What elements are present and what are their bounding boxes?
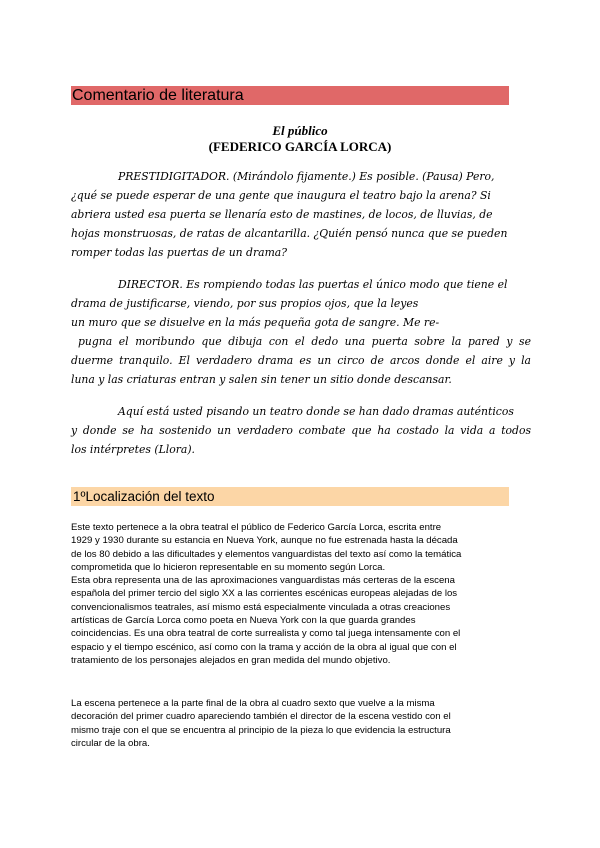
body-line: La escena pertenece a la parte final de la obra al cuadro sexto que vuelve a la misma [71, 698, 435, 709]
body-line: circular de la obra. [71, 737, 150, 749]
body-line: tratamiento de los personajes alejados en gran medida del mundo objetivo. [71, 654, 391, 666]
body-line: Esta obra representa una de las aproximaciones vanguardistas más certeras de la escena [71, 575, 455, 587]
body-paragraph-2 [71, 697, 531, 750]
body-paragraph-1 [71, 521, 531, 667]
quote-paragraph-2 [71, 275, 531, 389]
quote-line: hojas monstruosas, de ratas de alcantarilla. ¿Quién pensó nunca que se pueden [71, 227, 508, 240]
work-author: (FEDERICO GARCÍA LORCA) [208, 139, 392, 154]
quote-line: ¿qué se puede esperar de una gente que inaugura el teatro bajo la arena? Si [71, 189, 491, 202]
body-line: mismo traje con el que se encuentra al principio de la pieza lo que evidencia la estructura [71, 724, 451, 736]
section-heading: 1ºLocalización del texto [71, 487, 509, 506]
body-line: Este texto pertenece a la obra teatral el público de Federico García Lorca, escrita entre [71, 522, 442, 533]
quote-paragraph-3 [71, 402, 531, 459]
body-line: española del primer tercio del siglo XX a las corrientes escénicas europeas alejadas de los [71, 588, 458, 600]
body-line: artísticas de García Lorca como poeta en Nueva York con la que guarda grandes [71, 615, 416, 627]
quote-line: Aquí está usted pisando un teatro donde se han dado dramas auténticos [118, 405, 514, 418]
quote-line: y donde se ha sostenido un verdadero combate que ha costado la vida a todos [71, 424, 531, 437]
quote-line: los intérpretes (Llora). [71, 443, 195, 456]
body-line: 1929 y 1930 durante su estancia en Nueva York, aunque no fue estrenada hasta la década [71, 535, 458, 547]
body-line: convencionalismos teatrales, así mismo está especialmente vinculada a otras creaciones [71, 601, 451, 613]
quote-line: drama de justificarse, viendo, por sus propios ojos, que la leyes [71, 297, 419, 310]
body-line: espacio y el tiempo escénico, así como con la trama y acción de la obra al igual que con el [71, 641, 457, 653]
quote-line: abriera usted esa puerta se llenaría esto de mastines, de locos, de lluvias, de [71, 208, 493, 221]
quote-line: luna y las criaturas entran y salen sin tener un sitio donde descansar. [71, 373, 452, 386]
quote-paragraph-1 [71, 167, 531, 262]
body-line: comprometida que lo hicieron representable en su momento según Lorca. [71, 561, 386, 573]
quote-line: pugna el moribundo que dibuja con el dedo una puerta sobre la pared y se [78, 335, 531, 348]
quote-line: un muro que se disuelve en la más pequeña gota de sangre. Me re- [71, 316, 440, 329]
quote-line: duerme tranquilo. El verdadero drama es un circo de arcos donde el aire y la [71, 354, 531, 367]
work-title: El público [272, 123, 328, 138]
body-line: de los 80 debido a las dificultades y elementos vanguardistas del texto así como la temática [71, 548, 462, 560]
body-line: decoración del primer cuadro apareciendo también el director de la escena vestido con el [71, 711, 451, 723]
body-line: coincidencias. Es una obra teatral de corte surrealista y como tal juega intensamente con el [71, 628, 461, 640]
document-heading: Comentario de literatura [71, 86, 509, 105]
quote-line: romper todas las puertas de un drama? [71, 246, 288, 259]
quote-line: PRESTIDIGITADOR. (Mirándolo fijamente.) Es posible. (Pausa) Pero, [118, 170, 495, 183]
quote-line: DIRECTOR. Es rompiendo todas las puertas el único modo que tiene el [118, 278, 508, 291]
